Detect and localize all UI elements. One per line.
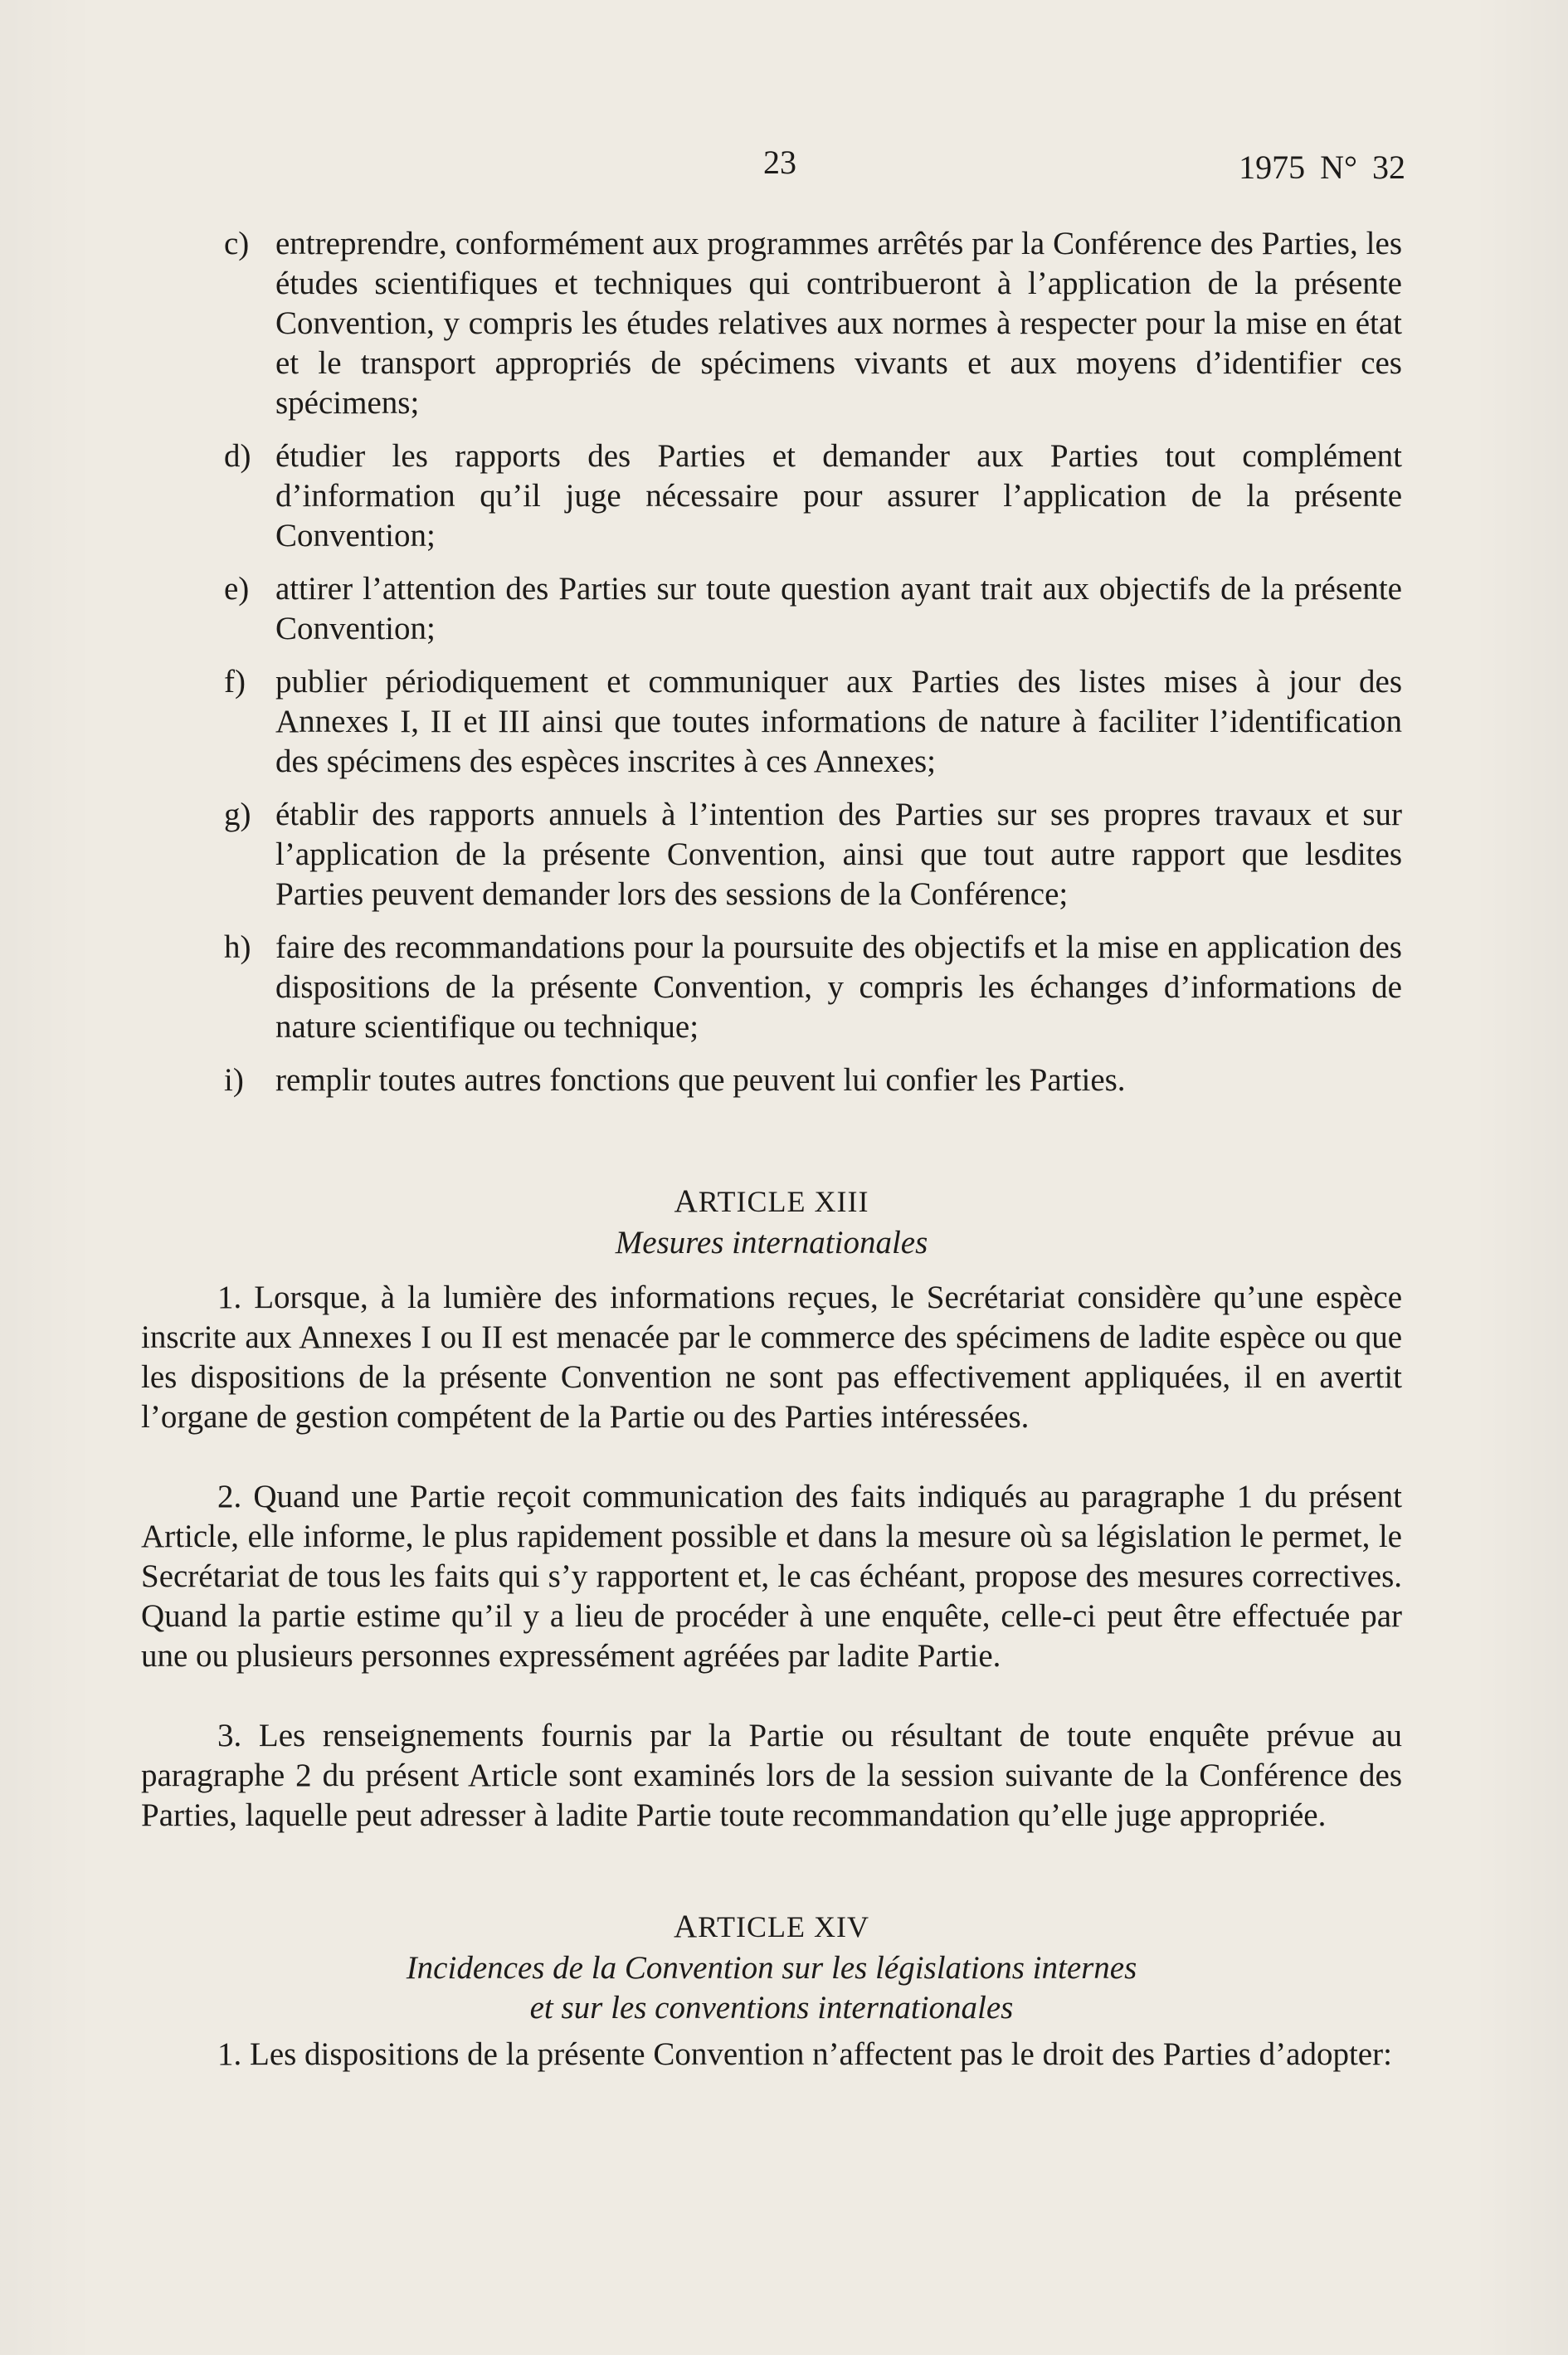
list-item-marker: c) <box>224 226 250 261</box>
list-item-text: publier périodiquement et communiquer aux Parties des listes mises à jour des Annexes I, II et III ainsi que toutes informations de nature à faciliter l’identification des spécimens des espèces inscrites à ces Annexes; <box>275 664 1402 779</box>
list-item <box>141 224 1402 423</box>
page-number: 23 <box>763 144 796 181</box>
spacer <box>141 1437 1402 1477</box>
list-item-text: attirer l’attention des Parties sur toute question ayant trait aux objectifs de la présente Convention; <box>275 571 1402 646</box>
article-13-subtitle: Mesures internationales <box>615 1225 928 1260</box>
article-14-paragraph-1: 1. Les dispositions de la présente Convention n’affectent pas le droit des Parties d’adopter: <box>217 2036 1392 2072</box>
article-14-heading-rest: RTICLE XIV <box>698 1910 869 1943</box>
list-item <box>141 795 1402 914</box>
article-13-heading-initial: A <box>674 1183 699 1219</box>
list-item-marker: f) <box>224 664 246 700</box>
article-14-heading <box>141 1907 1402 1947</box>
article-14-subtitle-line-2: et sur les conventions internationales <box>529 1990 1014 2026</box>
list-item-marker: e) <box>224 571 250 607</box>
list-item-text: entreprendre, conformément aux programmes arrêtés par la Conférence des Parties, les études scientifiques et techniques qui contribueront à l’application de la présente Convention, y compris les études relatives aux normes à respecter pour la mise en état et le transport appropriés de spécimens vivants et aux moyens d’identifier ces spécimens; <box>275 226 1402 421</box>
spacer <box>141 2028 1402 2035</box>
list-item-marker: g) <box>224 797 251 832</box>
list-item-marker: i) <box>224 1062 244 1098</box>
article-13-paragraph-2: 2. Quand une Partie reçoit communication des faits indiqués au paragraphe 1 du présent Article, elle informe, le plus rapidement possible et dans la mesure où sa législation le permet, le Secrétariat de tous les faits qui s’y rapportent et, le cas échéant, propose des mesures correctives. Quand la partie estime qu’il y a lieu de procéder à une enquête, celle-ci peut être effectuée par une ou plusieurs personnes expressément agréées par ladite Partie. <box>141 1479 1402 1674</box>
spacer <box>141 1263 1402 1278</box>
page-body <box>141 224 1402 2075</box>
list-item-text: établir des rapports annuels à l’intention des Parties sur ses propres travaux et sur l’application de la présente Convention, ainsi que tout autre rapport que lesdites Parties peuvent demander lors des sessions de la Conférence; <box>275 797 1402 912</box>
list-item-marker: d) <box>224 438 251 474</box>
article-13-heading <box>141 1182 1402 1221</box>
list-item <box>141 928 1402 1047</box>
spacer <box>141 1676 1402 1716</box>
article-14-subtitle-line-1: Incidences de la Convention sur les législations internes <box>406 1950 1137 1986</box>
spacer <box>141 1114 1402 1182</box>
spacer <box>141 1836 1402 1907</box>
list-item <box>141 662 1402 782</box>
year-and-issue-number: 1975 N° 32 <box>1239 149 1405 186</box>
list-item <box>141 569 1402 649</box>
article-13-heading-rest: RTICLE XIII <box>698 1185 869 1218</box>
list-item-text: étudier les rapports des Parties et demander aux Parties tout complément d’information qu’il juge nécessaire pour assurer l’application de la présente Convention; <box>275 438 1402 553</box>
article-13-paragraph-3: 3. Les renseignements fournis par la Partie ou résultant de toute enquête prévue au paragraphe 2 du présent Article sont examinés lors de la session suivante de la Conférence des Parties, laquelle peut adresser à ladite Partie toute recommandation qu’elle juge appropriée. <box>141 1718 1402 1833</box>
list-item-text: faire des recommandations pour la poursuite des objectifs et la mise en application des dispositions de la présente Convention, y compris les échanges d’informations de nature scientifique ou technique; <box>275 929 1402 1045</box>
list-item-marker: h) <box>224 929 251 965</box>
list-item-text: remplir toutes autres fonctions que peuvent lui confier les Parties. <box>275 1062 1126 1098</box>
list-item <box>141 1060 1402 1100</box>
article-13-paragraph-1: 1. Lorsque, à la lumière des informations reçues, le Secrétariat considère qu’une espèce inscrite aux Annexes I ou II est menacée par le commerce des spécimens de ladite espèce ou que les dispositions de la présente Convention ne sont pas effectivement appliquées, il en avertit l’organe de gestion compétent de la Partie ou des Parties intéressées. <box>141 1280 1402 1435</box>
article-14-heading-initial: A <box>674 1909 699 1944</box>
list-item <box>141 436 1402 556</box>
